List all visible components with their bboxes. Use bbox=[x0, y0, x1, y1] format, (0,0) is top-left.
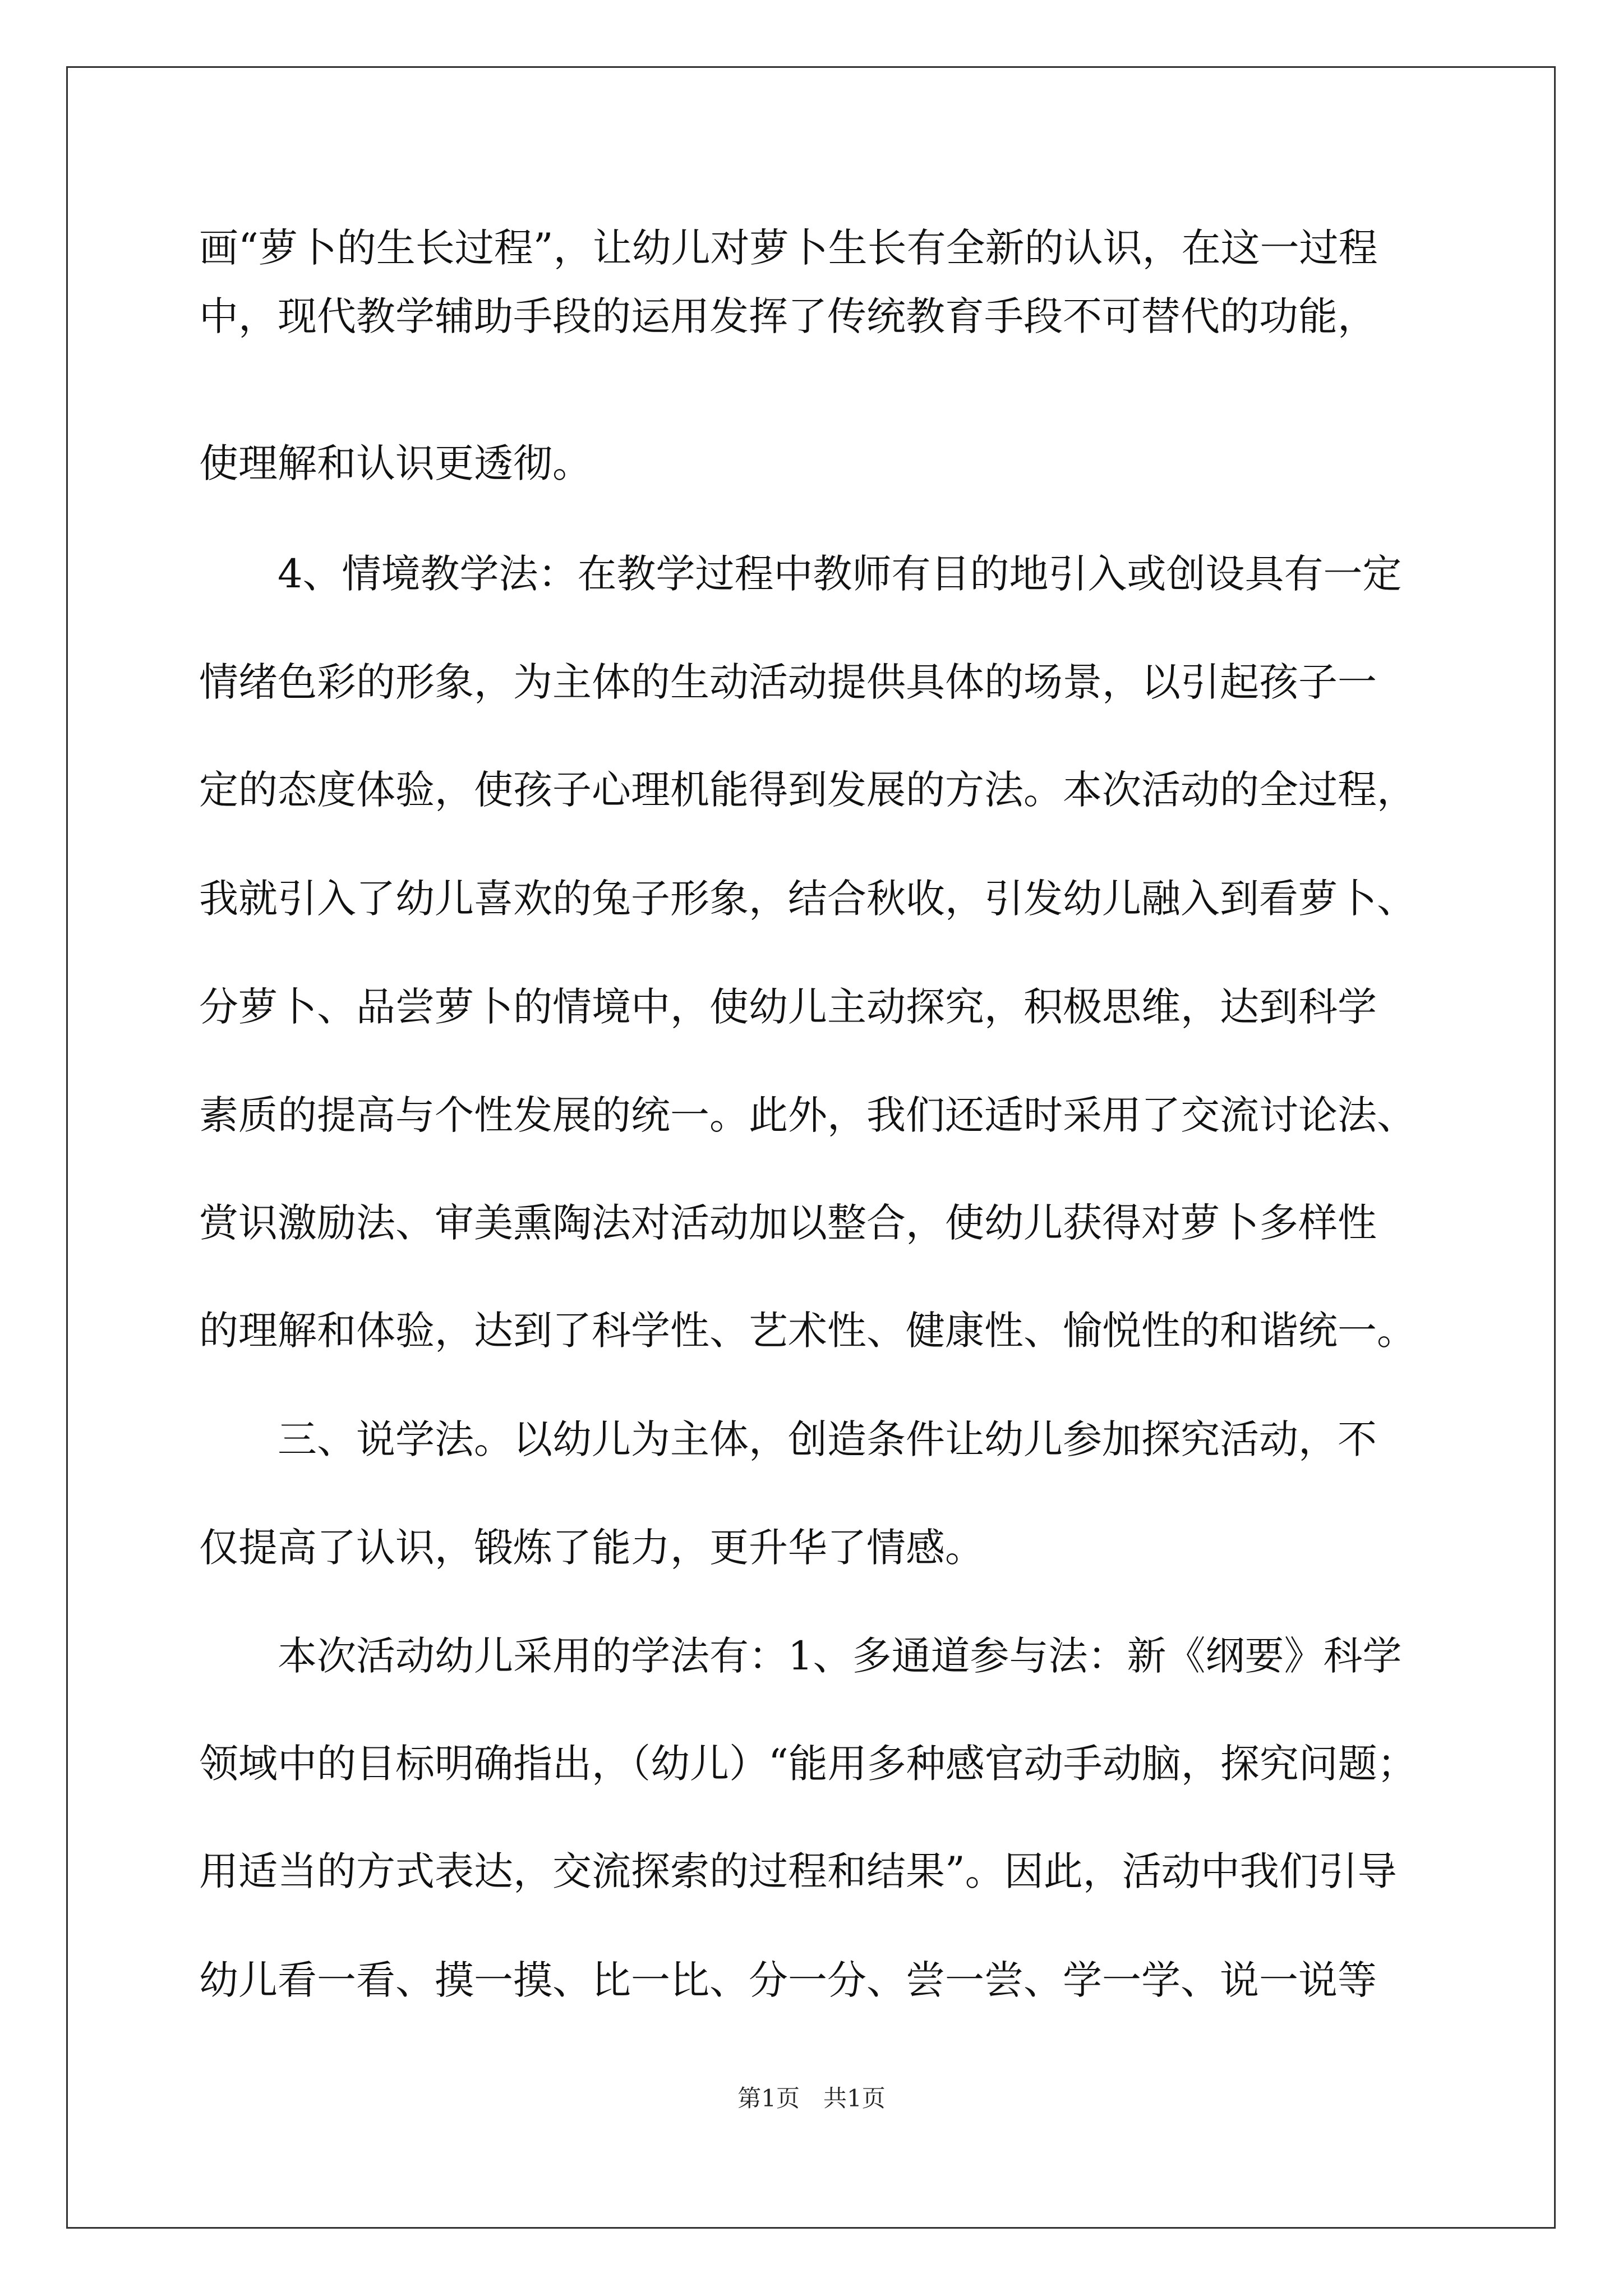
text-line: 4、情境教学法：在教学过程中教师有目的地引入或创设具有一定 bbox=[199, 551, 1402, 597]
text-line: 定的态度体验，使孩子心理机能得到发展的方法。本次活动的全过程， bbox=[199, 767, 1416, 813]
text-line: 领域中的目标明确指出，（幼儿）“能用多种感官动手动脑，探究问题； bbox=[199, 1741, 1417, 1787]
text-line: 幼儿看一看、摸一摸、比一比、分一分、尝一尝、学一学、说一说等 bbox=[199, 1957, 1377, 2003]
text-line: 分萝卜、品尝萝卜的情境中，使幼儿主动探究，积极思维，达到科学 bbox=[199, 984, 1377, 1030]
text-line: 画“萝卜的生长过程”，让幼儿对萝卜生长有全新的认识，在这一过程 bbox=[199, 225, 1378, 271]
text-line: 使理解和认识更透彻。 bbox=[199, 440, 592, 486]
page-border bbox=[66, 66, 1556, 2229]
text-line: 我就引入了幼儿喜欢的兔子形象，结合秋收，引发幼儿融入到看萝卜、 bbox=[199, 876, 1416, 922]
page-footer: 第1页 共1页 bbox=[737, 2085, 886, 2112]
text-line: 素质的提高与个性发展的统一。此外，我们还适时采用了交流讨论法、 bbox=[199, 1092, 1416, 1138]
text-line: 仅提高了认识，锻炼了能力，更升华了情感。 bbox=[199, 1525, 984, 1571]
text-line: 本次活动幼儿采用的学法有：1、多通道参与法：新《纲要》科学 bbox=[199, 1633, 1402, 1679]
text-line: 中，现代教学辅助手段的运用发挥了传统教育手段不可替代的功能， bbox=[199, 293, 1377, 339]
text-line: 的理解和体验，达到了科学性、艺术性、健康性、愉悦性的和谐统一。 bbox=[199, 1308, 1416, 1354]
text-line: 情绪色彩的形象，为主体的生动活动提供具体的场景，以引起孩子一 bbox=[199, 659, 1377, 705]
text-line: 赏识激励法、审美熏陶法对活动加以整合，使幼儿获得对萝卜多样性 bbox=[199, 1200, 1377, 1246]
text-line: 三、说学法。以幼儿为主体，创造条件让幼儿参加探究活动，不 bbox=[199, 1416, 1377, 1462]
text-line: 用适当的方式表达，交流探索的过程和结果”。因此，活动中我们引导 bbox=[199, 1848, 1397, 1894]
